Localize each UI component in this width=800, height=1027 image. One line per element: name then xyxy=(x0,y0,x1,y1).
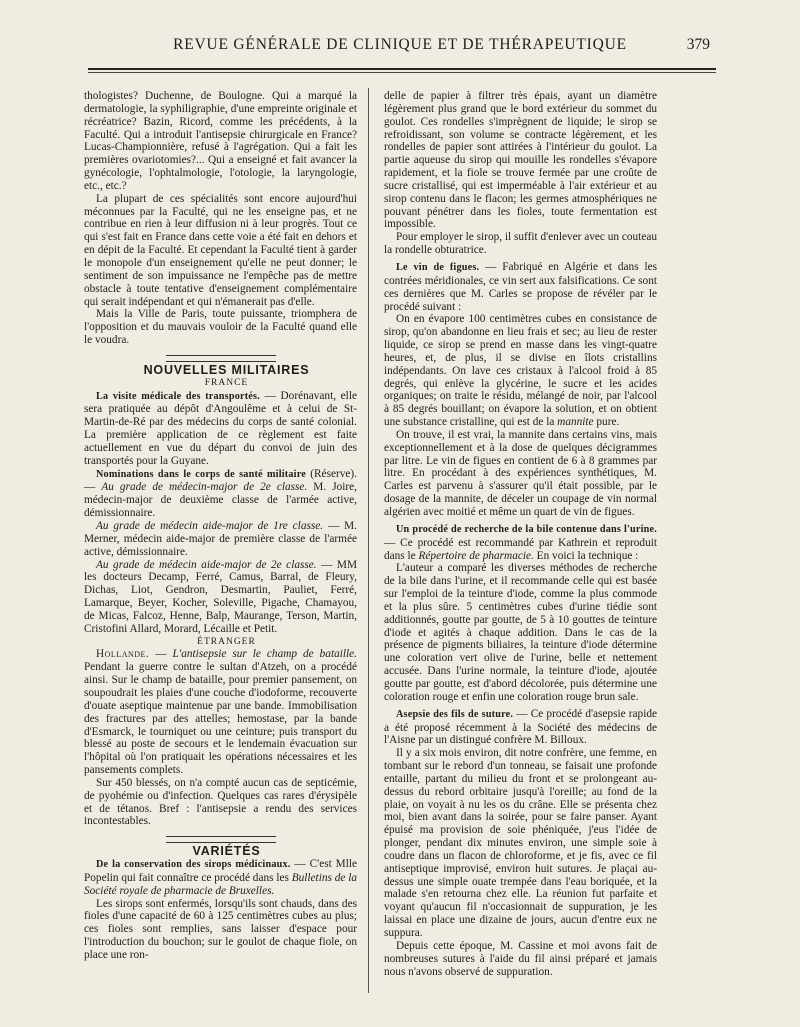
run-in-heading: Nominations dans le corps de santé militaire xyxy=(96,468,306,480)
paragraph: Le vin de figues. — Fabriqué en Algérie et dans les contrées méridionales, ce vin sert aux falsifications. Ce sont ces dernières que M. Carles se propose de révéler par le procédé suivant : xyxy=(384,260,658,313)
paragraph: Au grade de médecin aide-major de 2e classe. — MM les docteurs Decamp, Ferré, Camus, Barral, de Fleury, Dichas, Liot, Gendron, Desmartin, Pauliet, Ferré, Lamarque, Beyer, Kocher, Soleville, Pigache, Chamayou, de Micas, Falcoz, Henne, Balp, Maurange, Terson, Martin, Cristofini Allard, Morard, Lécaille et Petit. xyxy=(84,558,357,635)
section-ornament xyxy=(84,347,357,364)
run-in-heading: Asepsie des fils de suture. xyxy=(396,708,514,720)
paragraph: Au grade de médecin aide-major de 1re classe. — M. Merner, médecin aide-major de première classe de l'armée active, démissionnaire. xyxy=(84,520,357,558)
page-number: 379 xyxy=(686,36,710,53)
run-in-heading: Le vin de figues. xyxy=(396,261,480,273)
section-ornament xyxy=(84,828,357,845)
paragraph: Un procédé de recherche de la bile contenue dans l'urine. — Ce procédé est recommandé par Kathrein et reproduit dans le Répertoire de pharmacie. En voici la technique : xyxy=(384,523,657,562)
paragraph: Asepsie des fils de suture. — Ce procédé d'asepsie rapide a été proposé récemment à la Société des médecins de l'Aisne par un distingué confrère M. Billoux. xyxy=(384,707,658,747)
section-title-varietes: VARIÉTÉS xyxy=(192,844,261,859)
header-rule-thin xyxy=(88,72,716,73)
paragraph: Pour employer le sirop, il suffit d'enlever avec un couteau la rondelle obturatrice. xyxy=(384,231,657,257)
left-column xyxy=(84,90,357,962)
running-title: REVUE GÉNÉRALE DE CLINIQUE ET DE THÉRAPEUTIQUE xyxy=(173,36,627,53)
right-column xyxy=(384,90,657,978)
header-rule xyxy=(88,68,716,70)
paragraph: La visite médicale des transportés. — Dorénavant, elle sera pratiquée au dépôt d'Angoulême et à celui de St-Martin-de-Ré par des médecins du corps de santé colonial. La première application de ce règlement est faite actuellement en vue du départ du convoi de juin des transportés pour la Guyane. xyxy=(84,389,357,467)
paragraph: Nominations dans le corps de santé militaire (Réserve). — Au grade de médecin-major de 2e classe. M. Joire, médecin-major de deuxième classe de l'armée active, démissionnaire. xyxy=(84,467,357,520)
paragraph: L'auteur a comparé les diverses méthodes de recherche de la bile dans l'urine, et il recommande celle qui est basée sur l'emploi de la teinture d'iode, comme la plus commode et la plus sûre. 5 centimètres cubes d'urine tiédie sont additionnés, goutte par goutte, de 5 à 10 gouttes de teinture d'iode et agités à chaque addition. Dans le cas de la présence de pigments biliaires, la teinture d'iode détermine une coloration vert olive de l'urine, belle et nettement accusée. Dans l'urine normale, la teinture d'iode, ajoutée goutte par goutte, est d'abord décolorée, puis détermine une coloration rouge et enfin une coloration rouge brun sale. xyxy=(384,562,657,703)
paragraph: Sur 450 blessés, on n'a compté aucun cas de septicémie, de pyohémie ou d'infection. Quelques cas rares d'érysipèle et de tétanos. Bref : l'antisepsie a rendu des services incontestables. xyxy=(84,776,357,828)
run-in-heading: Hollande. xyxy=(96,648,150,661)
paragraph: Mais la Ville de Paris, toute puissante, triomphera de l'opposition et du mauvais vouloir de la Faculté quand elle le voudra. xyxy=(84,308,357,347)
paragraph: Les sirops sont enfermés, lorsqu'ils sont chauds, dans des fioles d'une capacité de 60 à 125 centimètres cubes au plus; ces fioles sont remplies, sans laisser d'espace pour l'introduction du bouchon; sur le goulot de chaque fiole, on place une ron- xyxy=(84,897,357,961)
paragraph: delle de papier à filtrer très épais, ayant un diamètre légèrement plus grand que le bord extérieur du sommet du goulot. Ces rondelles s'imprègnent de liquide; le sirop se refroidissant, son volume se contracte légèrement, et les rondelles de papier sont attirées à l'intérieur du goulot. La partie aqueuse du sirop qui mouille les rondelles s'évapore rapidement, et la fiole se trouve fermée par une croûte de sucre cristallisé, qui est imperméable à l'air extérieur et au sirop contenu dans le flacon; les germes atmosphériques ne pouvant pénétrer dans les fioles, toute fermentation est impossible. xyxy=(384,90,657,231)
paragraph: On trouve, il est vrai, la mannite dans certains vins, mais exceptionnellement et à la dose de quelques décigrammes par litre. Le vin de figues en contient de 6 à 8 grammes par litre. En procédant à des expériences synthétiques, M. Carles est parvenu à s'assurer qu'il était possible, par le dosage de la mannite, de déceler un coupage de vin normal algérien avec moitié et même un quart de vin de figues. xyxy=(384,428,657,518)
run-in-heading: De la conservation des sirops médicinaux. xyxy=(96,859,291,871)
paragraph: Depuis cette époque, M. Cassine et moi avons fait de nombreuses sutures à l'aide du fil ainsi préparé et jamais nous n'avons observé de suppuration. xyxy=(384,939,657,978)
column-divider xyxy=(368,88,369,993)
section-title-military: NOUVELLES MILITAIRES xyxy=(143,362,310,377)
paragraph: thologistes? Duchenne, de Boulogne. Qui a marqué la dermatologie, la syphiligraphie, d'une empreinte originale et récréatrice? Bazin, Ricord, comme les précédents, à la Faculté. Qui a introduit l'antisepsie chirurgicale en France? Lucas-Championnière, refusé à l'agrégation. Qui a fait les premières ovariotomies?... Qui a enseigné et fait avancer la gynécologie, l'ophtalmologie, l'otologie, la laryngologie, etc., etc.? xyxy=(84,90,357,192)
paragraph: Hollande. — L'antisepsie sur le champ de bataille. Pendant la guerre contre le sultan d'Atzeh, on a procédé ainsi. Sur le champ de bataille, pour premier pansement, on soupoudrait les plaies d'une couche d'iodoforme, recouverte d'ouate aseptique maintenue par une bande. Immobilisation des fractures par des attelles; hemostase, par la bande d'Esmarck, le tourniquet ou une ceinture; puis transport du blessé au poste de secours et le lendemain évacuation sur l'hôpital où l'on pratiquait les opérations nécessaires et les pansements complets. xyxy=(84,648,357,777)
paragraph: On en évapore 100 centimètres cubes en consistance de sirop, qu'on abandonne en lieu frais et sec; au lieu de rester liquide, ce sirop se prend en masse dans les vingt-quatre heures, et, de plus, il se divise en îlots cristallins indépendants. On lave ces cristaux à l'alcool froid à 85 degrés, qui enlève la glycérine, le sucre et les acides organiques; on traite le résidu, mélangé de noir, par l'alcool à 85 degrés bouillant; on évapore la solution, et on obtient une substance cristalline, qui est de la mannite pure. xyxy=(384,313,657,429)
page-header xyxy=(0,32,800,60)
subhead-etranger: ÉTRANGER xyxy=(197,636,256,647)
subhead-france: FRANCE xyxy=(204,377,249,388)
paragraph: Il y a six mois environ, dit notre confrère, une femme, en tombant sur le rebord d'un tonneau, se faisait une profonde entaille, partant du milieu du front et se prolongeant au-dessus du rebord orbitaire jusqu'à l'oreille; au fond de la plaie, on voyait à nu les os du crâne. Elle se présenta chez moi, bien avant dans la soirée, pour se faire panser. Ayant épuisé ma provision de soie phéniquée, j'eus l'idée de plonger, pendant dix minutes environ, une simple soie à coudre dans un flacon de chloroforme, et je fis, avec ce fil antiseptique improvisé, environ huit sutures. Je plaçai au-dessus une simple ouate trempée dans l'eau boriquée, et la malade s'en retourna chez elle. La réunion fut parfaite et voyant qu'aucun fil n'occasionnait de suppuration, je les laissai en place une dizaine de jours, aucun d'entre eux ne suppura. xyxy=(384,747,657,939)
run-in-heading: Un procédé de recherche de la bile contenue dans l'urine. xyxy=(396,523,657,535)
paragraph: De la conservation des sirops médicinaux. — C'est Mlle Popelin qui fait connaître ce procédé dans les Bulletins de la Société royale de pharmacie de Bruxelles. xyxy=(84,858,357,897)
run-in-heading: La visite médicale des transportés. xyxy=(96,390,260,402)
paragraph: La plupart de ces spécialités sont encore aujourd'hui méconnues par la Faculté, qui ne les enseigne pas, et ne contribue en rien à leur diffusion ni à leur progrès. Tout ce qui s'est fait en France dans cette voie a été fait en dehors et en dépit de la Faculté. Et cependant la Faculté tient à garder le monopole d'un enseignement qu'elle ne peut donner; le sentiment de son impuissance ne l'empêche pas de mettre obstacle à toute tentative d'enseignement complémentaire qui serait indépendant et qui n'émanerait pas d'elle. xyxy=(84,192,357,308)
